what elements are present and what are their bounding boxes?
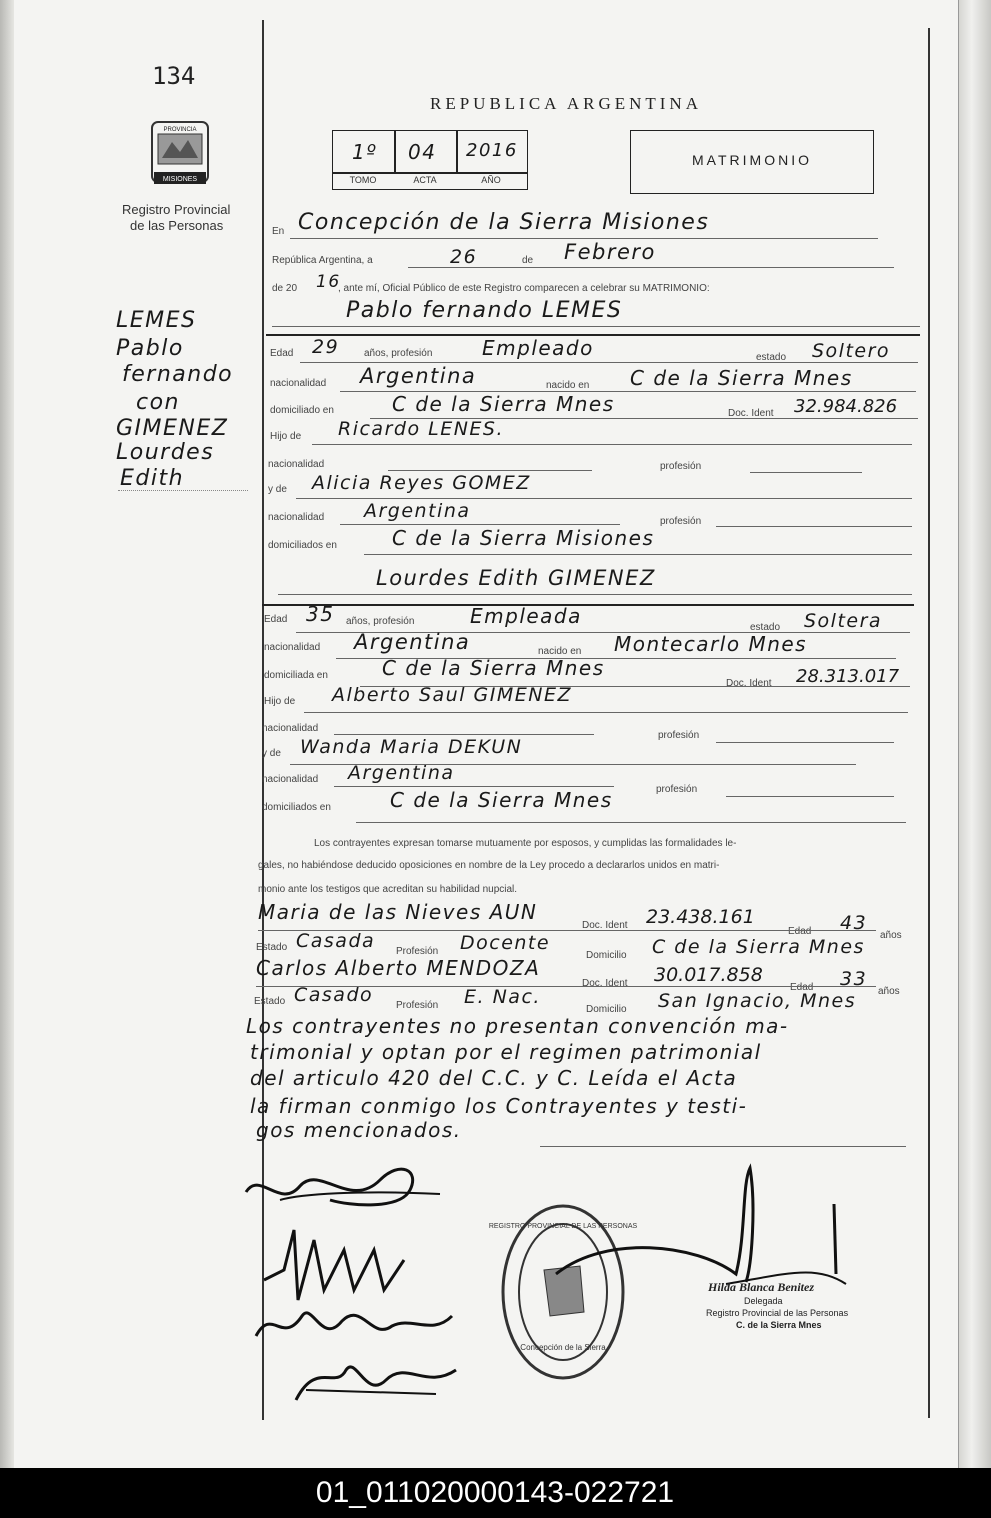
page-stack-edge <box>958 0 991 1468</box>
officer-stamp-role: Delegada <box>744 1296 783 1306</box>
bride-madre-prof-label: profesión <box>656 784 698 795</box>
bride-estado: Soltera <box>804 610 883 632</box>
groom-profesion: Empleado <box>482 336 594 360</box>
stamp-inner-text: Concepción de la Sierra <box>520 1343 606 1352</box>
witness1-anos: años <box>880 930 902 941</box>
groom-madre-prof-label: profesión <box>660 516 702 527</box>
groom-nacionalidad: Argentina <box>360 364 477 388</box>
notes-line5: gos mencionados. <box>256 1118 462 1142</box>
notes-line1: Los contrayentes no presentan convención ma- <box>246 1014 789 1038</box>
officer-stamp-name: Hilda Blanca Benitez <box>708 1280 815 1294</box>
anio-label: AÑO <box>481 175 501 185</box>
groom-edad-line <box>300 362 918 363</box>
witness1-estado: Casada <box>296 930 376 952</box>
officer-text: , ante mí, Oficial Público de este Registro comparecen a celebrar su MATRIMONIO: <box>338 283 710 294</box>
witness1-edad: 43 <box>840 912 868 934</box>
bride-padre: Alberto Saul GIMENEZ <box>332 684 572 706</box>
seal-bottom-text: MISIONES <box>162 176 198 183</box>
bride-nacido-label: nacido en <box>538 646 582 657</box>
signature-groom <box>240 1150 460 1220</box>
declaration-line3: monio ante los testigos que acreditan su habilidad nupcial. <box>258 884 518 895</box>
witness1-dom-label: Domicilio <box>586 950 627 961</box>
seal-top-text: PROVINCIA <box>163 127 197 133</box>
groom-padre: Ricardo LENES. <box>338 418 505 440</box>
bride-yde-label: y de <box>262 748 281 759</box>
groom-madre-nac-line <box>340 524 620 525</box>
witness2-estado-label: Estado <box>254 996 286 1007</box>
witness1-prof: Docente <box>460 932 551 954</box>
groom-name-line <box>272 326 920 327</box>
groom-padre-nac-line <box>388 470 592 471</box>
witness1-prof-label: Profesión <box>396 946 439 957</box>
groom-doc: 32.984.826 <box>794 396 898 417</box>
groom-domicilio: C de la Sierra Mnes <box>392 392 615 416</box>
groom-madre-nac-label: nacionalidad <box>268 512 325 523</box>
witness2-name: Carlos Alberto MENDOZA <box>256 956 541 980</box>
anio-value: 2016 <box>466 140 518 161</box>
republica-label: República Argentina, a <box>272 255 373 266</box>
tomo-label: TOMO <box>349 175 377 185</box>
bride-nac-label: nacionalidad <box>264 642 321 653</box>
bride-edad: 35 <box>306 602 335 626</box>
acta-value: 04 <box>408 140 437 164</box>
bride-padre-line <box>304 712 908 713</box>
bride-rule <box>262 604 914 606</box>
groom-nacido: C de la Sierra Mnes <box>630 366 853 390</box>
witness2-dom: San Ignacio, Mnes <box>658 990 857 1012</box>
bride-domicilio: C de la Sierra Mnes <box>382 656 605 680</box>
bride-madre: Wanda Maria DEKUN <box>300 736 523 758</box>
witness1-doc: 23.438.161 <box>646 906 755 928</box>
groom-madre-nac: Argentina <box>364 500 471 522</box>
witness2-edad-label: Edad <box>790 982 814 993</box>
marriage-day: 26 <box>450 246 478 268</box>
notes-end-line <box>540 1146 906 1147</box>
marriage-place: Concepción de la Sierra Misiones <box>298 210 710 235</box>
record-type: MATRIMONIO <box>692 152 812 168</box>
groom-dom-padres: C de la Sierra Misiones <box>392 526 655 550</box>
document-id-footer: 01_011020000143-022721 <box>0 1468 990 1518</box>
day-de-label: de <box>522 255 534 266</box>
groom-estado-label: estado <box>756 352 787 363</box>
witness2-edad: 33 <box>840 968 868 990</box>
groom-hijo-label: Hijo de <box>270 431 302 442</box>
bride-madre-nac-label: nacionalidad <box>262 774 319 785</box>
groom-nacido-label: nacido en <box>546 380 590 391</box>
groom-madre-prof-line <box>716 526 912 527</box>
groom-yde-label: y de <box>268 484 287 495</box>
bride-madre-nac: Argentina <box>348 762 455 784</box>
tomo-value: 1º <box>352 140 378 164</box>
notes-line3: del articulo 420 del C.C. y C. Leída el Acta <box>250 1066 738 1090</box>
groom-edad-label: Edad <box>270 348 294 359</box>
officer-stamp-place: C. de la Sierra Mnes <box>736 1320 822 1330</box>
witness2-prof: E. Nac. <box>464 986 541 1008</box>
declaration-line1: Los contrayentes expresan tomarse mutuamente por esposos, y cumplidas las formalidades le- <box>314 838 737 849</box>
bride-padre-prof-label: profesión <box>658 730 700 741</box>
witness2-anos: años <box>878 986 900 997</box>
signature-witness2 <box>286 1350 466 1410</box>
margin-note-line5: GIMENEZ <box>116 416 229 441</box>
witness2-doc: 30.017.858 <box>654 964 763 986</box>
marriage-month: Febrero <box>564 240 656 264</box>
year-suffix: 16 <box>316 272 341 292</box>
bride-name-line <box>278 594 912 595</box>
place-line <box>290 238 878 239</box>
date-line <box>408 267 894 268</box>
bride-madre-nac-line <box>334 786 614 787</box>
bride-madre-prof-line <box>726 796 894 797</box>
groom-profesion-label: años, profesión <box>364 348 433 359</box>
bride-padre-prof-line <box>716 742 894 743</box>
groom-padre-line <box>312 444 912 445</box>
provincial-seal-icon <box>148 118 212 192</box>
page-number: 134 <box>152 62 196 90</box>
groom-madre: Alicia Reyes GOMEZ <box>312 472 531 494</box>
groom-name: Pablo fernando LEMES <box>346 298 623 323</box>
groom-doc-label: Doc. Ident <box>728 408 774 419</box>
bride-dom-label: domiciliada en <box>264 670 328 681</box>
page-right-rule <box>928 28 930 1418</box>
bride-estado-label: estado <box>750 622 781 633</box>
groom-edad: 29 <box>312 336 340 358</box>
bride-dom-padres: C de la Sierra Mnes <box>390 788 613 812</box>
margin-note-line4: con <box>136 390 180 415</box>
bride-profesion-label: años, profesión <box>346 616 415 627</box>
margin-note-line7: Edith <box>120 466 185 491</box>
bride-hijo-label: Hijo de <box>264 696 296 707</box>
witness1-name: Maria de las Nieves AUN <box>258 900 538 924</box>
witness1-dom: C de la Sierra Mnes <box>652 936 865 958</box>
registry-name-line2: de las Personas <box>130 218 224 233</box>
declaration-line2: gales, no habiéndose deducido oposiciones en nombre de la Ley procedo a declararlos unidos en matri- <box>258 860 720 871</box>
groom-padre-prof-label: profesión <box>660 461 702 472</box>
bride-doc: 28.313.017 <box>796 666 900 687</box>
margin-note-line2: Pablo <box>116 336 184 361</box>
year-prefix: de 20 <box>272 283 298 294</box>
bride-nacionalidad: Argentina <box>354 630 471 654</box>
witness2-dom-label: Domicilio <box>586 1004 627 1015</box>
signature-witness1 <box>252 1296 462 1356</box>
witness2-prof-label: Profesión <box>396 1000 439 1011</box>
groom-dom-label: domiciliado en <box>270 405 334 416</box>
groom-nac-label: nacionalidad <box>270 378 327 389</box>
bride-dom-padres-line <box>356 822 906 823</box>
witness2-doc-label: Doc. Ident <box>582 978 628 989</box>
groom-padre-prof-line <box>750 472 862 473</box>
bride-profesion: Empleada <box>470 604 582 628</box>
witness1-doc-label: Doc. Ident <box>582 920 628 931</box>
notes-line2: trimonial y optan por el regimen patrimonial <box>250 1040 762 1064</box>
bride-doc-label: Doc. Ident <box>726 678 772 689</box>
registry-name-line1: Registro Provincial <box>122 202 231 217</box>
bride-name: Lourdes Edith GIMENEZ <box>376 566 656 590</box>
bride-nacido: Montecarlo Mnes <box>614 632 808 656</box>
margin-note-dots <box>118 490 248 491</box>
margin-note-line3: fernando <box>122 362 234 387</box>
bride-edad-label: Edad <box>264 614 288 625</box>
page-binding-edge <box>0 0 14 1468</box>
acta-label: ACTA <box>413 175 437 185</box>
margin-note-line6: Lourdes <box>116 440 215 465</box>
groom-madre-line <box>296 498 912 499</box>
groom-padre-nac-label: nacionalidad <box>268 459 325 470</box>
groom-dom-padres-line <box>364 554 912 555</box>
witness1-estado-label: Estado <box>256 942 288 953</box>
bride-dom-padres-label: domiciliados en <box>262 802 331 813</box>
bride-padre-nac-line <box>334 734 594 735</box>
stamp-outer-text: REGISTRO PROVINCIAL DE LAS PERSONAS <box>488 1223 638 1230</box>
groom-dom-padres-label: domiciliados en <box>268 540 337 551</box>
witness2-estado: Casado <box>294 984 374 1006</box>
witness1-edad-label: Edad <box>788 926 812 937</box>
country-title: REPUBLICA ARGENTINA <box>430 94 702 113</box>
bride-padre-nac-label: nacionalidad <box>262 723 319 734</box>
groom-estado: Soltero <box>812 340 891 362</box>
notes-line4: la firman conmigo los Contrayentes y testi- <box>250 1094 748 1118</box>
margin-note-line1: LEMES <box>116 308 197 333</box>
en-label: En <box>272 226 285 237</box>
officer-stamp-office: Registro Provincial de las Personas <box>706 1308 849 1318</box>
